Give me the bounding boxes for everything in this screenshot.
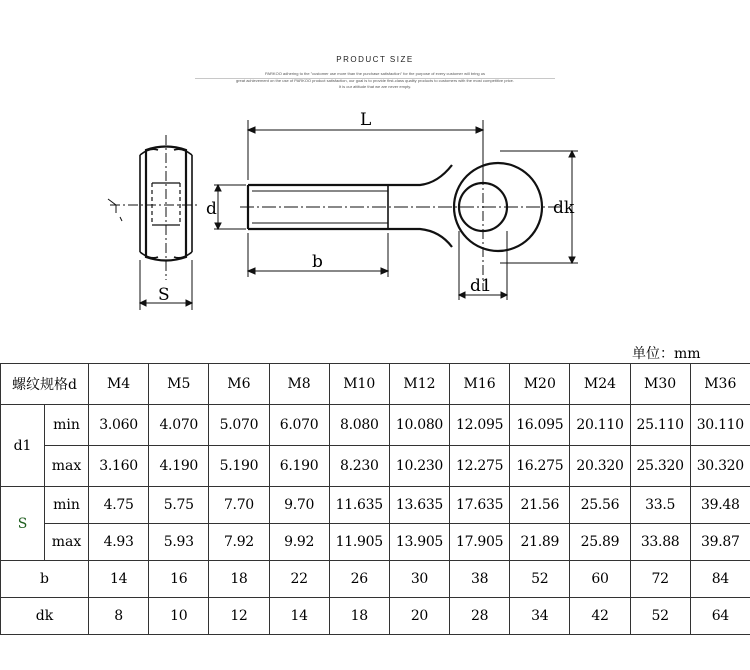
size-header-m16: M16 <box>450 364 510 405</box>
table-cell: 25.89 <box>570 524 630 561</box>
dim-label-S: S <box>158 285 170 305</box>
table-cell: 9.92 <box>269 524 329 561</box>
table-cell: 20 <box>389 598 449 635</box>
table-cell: 33.88 <box>630 524 690 561</box>
table-cell: 20.320 <box>570 446 630 487</box>
size-header-m10: M10 <box>329 364 389 405</box>
table-cell: 7.92 <box>209 524 269 561</box>
table-cell: 52 <box>510 561 570 598</box>
size-header-m5: M5 <box>149 364 209 405</box>
bolt-shank-outline <box>248 165 452 247</box>
table-cell: 11.635 <box>329 487 389 524</box>
table-cell: 34 <box>510 598 570 635</box>
table-cell: 4.75 <box>89 487 149 524</box>
table-row <box>1 561 750 598</box>
table-cell: 4.190 <box>149 446 209 487</box>
table-cell: 42 <box>570 598 630 635</box>
table-cell: 7.70 <box>209 487 269 524</box>
size-header-m12: M12 <box>389 364 449 405</box>
sub-label-min: min <box>45 487 89 524</box>
unit-label: 单位：mm <box>632 346 701 362</box>
table-cell: 38 <box>450 561 510 598</box>
table-cell: 13.635 <box>389 487 449 524</box>
table-cell: 33.5 <box>630 487 690 524</box>
table-cell: 84 <box>690 561 750 598</box>
eye-bolt-size-table <box>0 363 750 635</box>
table-cell: 10 <box>149 598 209 635</box>
table-row <box>1 405 750 446</box>
table-cell: 30.320 <box>690 446 750 487</box>
tagline-line-2: great achievement on the use of PARKOO product satisfaction, our goal is to provide first-class quality products to customers with the most competitive price. <box>235 78 515 83</box>
table-cell: 28 <box>450 598 510 635</box>
table-cell: 5.070 <box>209 405 269 446</box>
table-cell: 14 <box>89 561 149 598</box>
eye-bolt-technical-drawing <box>0 95 750 320</box>
table-cell: 72 <box>630 561 690 598</box>
table-cell: 6.190 <box>269 446 329 487</box>
table-cell: 52 <box>630 598 690 635</box>
table-row <box>1 446 750 487</box>
sub-label-max: max <box>45 524 89 561</box>
table-cell: 21.56 <box>510 487 570 524</box>
size-header-m30: M30 <box>630 364 690 405</box>
table-cell: 5.190 <box>209 446 269 487</box>
table-cell: 21.89 <box>510 524 570 561</box>
table-row <box>1 524 750 561</box>
table-cell: 18 <box>209 561 269 598</box>
size-header-m6: M6 <box>209 364 269 405</box>
table-cell: 17.905 <box>450 524 510 561</box>
sub-label-min: min <box>45 405 89 446</box>
size-header-m20: M20 <box>510 364 570 405</box>
tagline-line-1: PARKOO adhering to the "customer use more than the purchase satisfaction" for the purpose of every customer will bring us <box>265 71 485 76</box>
sub-label-max: max <box>45 446 89 487</box>
table-cell: 13.905 <box>389 524 449 561</box>
table-cell: 30 <box>389 561 449 598</box>
table-cell: 39.87 <box>690 524 750 561</box>
size-header-m24: M24 <box>570 364 630 405</box>
table-cell: 39.48 <box>690 487 750 524</box>
table-cell: 4.93 <box>89 524 149 561</box>
table-row <box>1 598 750 635</box>
table-cell: 5.93 <box>149 524 209 561</box>
table-cell: 11.905 <box>329 524 389 561</box>
corner-header: 螺纹规格d <box>1 364 89 405</box>
page-title: PRODUCT SIZE <box>336 55 414 64</box>
dim-label-d: d <box>206 199 217 219</box>
table-cell: 26 <box>329 561 389 598</box>
table-cell: 4.070 <box>149 405 209 446</box>
table-cell: 14 <box>269 598 329 635</box>
table-cell: 22 <box>269 561 329 598</box>
group-label-s: S <box>1 487 45 561</box>
table-row <box>1 487 750 524</box>
table-cell: 25.320 <box>630 446 690 487</box>
table-cell: 8.080 <box>329 405 389 446</box>
size-header-m8: M8 <box>269 364 329 405</box>
table-cell: 5.75 <box>149 487 209 524</box>
tagline-line-3: It is our attitude that we are never empty. <box>338 84 412 89</box>
table-cell: 3.060 <box>89 405 149 446</box>
table-cell: 16 <box>149 561 209 598</box>
table-cell: 30.110 <box>690 405 750 446</box>
table-cell: 25.110 <box>630 405 690 446</box>
table-cell: 18 <box>329 598 389 635</box>
table-cell: 12.275 <box>450 446 510 487</box>
table-cell: 8 <box>89 598 149 635</box>
dim-label-b: b <box>312 252 323 272</box>
size-header-m4: M4 <box>89 364 149 405</box>
dim-label-d1: d1 <box>470 276 492 296</box>
table-cell: 8.230 <box>329 446 389 487</box>
table-cell: 60 <box>570 561 630 598</box>
table-header-row <box>1 364 750 405</box>
table-cell: 9.70 <box>269 487 329 524</box>
table-cell: 16.095 <box>510 405 570 446</box>
table-cell: 10.080 <box>389 405 449 446</box>
dim-label-dk: dk <box>553 198 575 218</box>
table-cell: 64 <box>690 598 750 635</box>
dim-label-L: L <box>360 110 372 130</box>
table-cell: 16.275 <box>510 446 570 487</box>
group-label-b: b <box>1 561 89 598</box>
table-cell: 17.635 <box>450 487 510 524</box>
table-cell: 10.230 <box>389 446 449 487</box>
group-label-dk: dk <box>1 598 89 635</box>
table-cell: 3.160 <box>89 446 149 487</box>
table-cell: 12.095 <box>450 405 510 446</box>
table-cell: 25.56 <box>570 487 630 524</box>
group-label-d1: d1 <box>1 405 45 487</box>
table-cell: 12 <box>209 598 269 635</box>
table-cell: 20.110 <box>570 405 630 446</box>
table-cell: 6.070 <box>269 405 329 446</box>
size-header-m36: M36 <box>690 364 750 405</box>
